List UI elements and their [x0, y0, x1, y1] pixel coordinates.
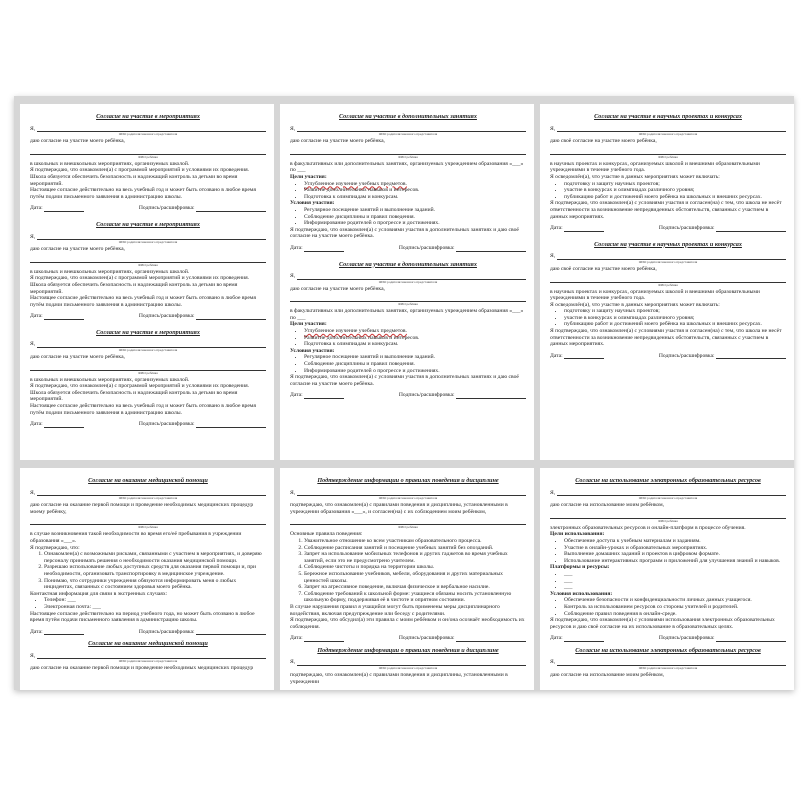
date-field [550, 353, 604, 360]
form-title: Подтверждение информации о правилах поведения и дисциплине [317, 646, 499, 654]
list-item: • Использование интерактивных программ и приложений для улучшения знаний и навыков. [564, 558, 786, 565]
name-line [30, 341, 266, 348]
signature-label: Подпись/расшифровка: [658, 352, 715, 359]
ya-label: Я, [290, 125, 296, 132]
consent-form [290, 114, 526, 252]
date-label: Дата: [30, 205, 43, 212]
signature-label: Подпись/расшифровка: [398, 392, 455, 399]
conditions-list [290, 207, 526, 227]
intro-text: в научных проектах и конкурсах, организуемых школой и внешними образовательными учреждениями в течение учебного года. [550, 288, 760, 302]
list-item: 6. Запрет на агрессивное поведение, включая физическое и вербальное насилие. [304, 584, 526, 591]
consent-text: даю согласие на участие моего ребёнка, [290, 138, 385, 145]
date-line [304, 393, 344, 399]
page-3 [540, 104, 794, 460]
name-line [550, 126, 786, 133]
list-item: 1. Ознакомлен(а) с возможными рисками, связанными с участием в мероприятиях, и доверяю персоналу принимать решения о необходимости оказания медицинской помощи. [44, 551, 266, 564]
child-line [30, 148, 266, 155]
outro-text: Я подтверждаю, что ознакомлен(а) с условиями участия и согласен(на) с тем, что школа не несёт ответственности за возникновение непредвиденных обстоятельств, связанных с участием в данных мероприятиях. [550, 328, 782, 348]
child-caption: ФИО ребёнка [398, 302, 418, 307]
body-text: в школьных и внешкольных мероприятиях, организуемых школой. [30, 160, 190, 167]
date-line [44, 422, 84, 428]
rules-list [290, 538, 526, 604]
goals-label: Цели участия: [290, 173, 327, 180]
form-title: Согласие на оказание медицинской помощи [88, 477, 208, 484]
outro-text: Я подтверждаю, что ознакомлен(а) с условиями участия и согласен(на) с тем, что школа не несёт ответственности за возникновение непредвиденных обстоятельств, связанных с участием в данных мероприятиях. [550, 200, 782, 220]
consent-text: даю своё согласие на участие моего ребёнка, [550, 138, 657, 145]
signature-label: Подпись/расшифровка: [138, 313, 195, 320]
platforms-list [550, 571, 786, 591]
signature-label: Подпись/расшифровка: [398, 244, 455, 251]
signature-line [196, 314, 266, 320]
signature-row [30, 205, 266, 212]
understand-text: Я осведомлён(а), что участие в данных мероприятиях может включать: [550, 301, 720, 308]
date-label: Дата: [290, 244, 303, 251]
form-title: Согласие на участие в дополнительных занятиях [339, 113, 477, 120]
child-caption: ФИО ребёнка [138, 370, 158, 375]
date-field [290, 245, 344, 252]
child-line [550, 276, 786, 283]
list-item: • публикацию работ и достижений моего ребёнка на школьных и внешних ресурсах. [564, 321, 786, 328]
list-item: 1. Уважительное отношение ко всем участникам образовательного процесса. [304, 538, 526, 545]
list-item: • ___ [564, 578, 786, 585]
date-label: Дата: [550, 225, 563, 232]
ya-label: Я, [550, 253, 556, 260]
list-item: • публикацию работ и достижений моего ребёнка на школьных и внешних ресурсах. [564, 194, 786, 201]
list-item: • Подготовка к олимпиадам и конкурсам. [304, 194, 526, 201]
signature-field [399, 245, 526, 252]
date-field [30, 421, 84, 428]
list-item: • подготовку и защиту научных проектов; [564, 181, 786, 188]
signature-line [716, 353, 786, 359]
ya-label: Я, [30, 341, 36, 348]
consent-text: даю согласие на участие моего ребёнка, [30, 138, 125, 145]
list-item: • Углубленное изучение учебных предметов. [304, 181, 526, 188]
outro-text: Я подтверждаю, что ознакомлен(а) с условиями участия в дополнительных занятиях и даю своё согласие на участие моего ребёнка. [290, 226, 519, 240]
child-line [290, 148, 526, 155]
signature-field [399, 392, 526, 399]
form-title: Согласие на использование электронных образовательных ресурсов [575, 646, 761, 654]
date-field [30, 205, 84, 212]
list-item: • ___ [564, 584, 786, 591]
body-text: Я подтверждаю, что ознакомлен(а) с программой мероприятий и условиями их проведения. Школа обязуется обеспечить безопасность и надлежащий контроль за детьми во время мероприятий. [30, 275, 250, 295]
ya-label: Я, [30, 233, 36, 240]
form-title: Согласие на участие в дополнительных занятиях [339, 260, 477, 268]
child-caption: ФИО ребёнка [658, 282, 678, 287]
form-title: Согласие на оказание медицинской помощи [88, 640, 208, 648]
parent-caption: ФИО родителя/законного представителя [378, 132, 438, 137]
name-line [30, 126, 266, 133]
date-label: Дата: [290, 392, 303, 399]
page-1 [20, 104, 274, 460]
date-line [564, 353, 604, 359]
parent-caption: ФИО родителя/законного представителя [378, 279, 438, 284]
consent-form [550, 242, 786, 360]
body-text: Настоящее согласие действительно на весь учебный год и может быть отозвано в любое время путём подачи письменного заявления в администрацию школы. [30, 403, 256, 416]
signature-field [659, 225, 786, 232]
signature-row [30, 313, 266, 320]
page-5: Подтверждение информации о правилах поведения и дисциплине Я, ФИО родителя/законного представителя подтверждаю, что ознакомлен(а) с правилами поведения и дисциплины, установленными в учреждении образования «___», и согласен(на) с их соблюдением моим ребёнком, ФИО ребёнка Основные правила поведения: 1. Уважительное отношение ко всем участникам образовательного процесса. 2. Соблюдение расписания занятий и посещение учебных занятий без опозданий. 3. Запрет на использование мобильных телефонов и других гаджетов во время учебных занятий, если это не предусмотрено учителем. 4. Соблюдение чистоты и порядка на территории школы. 5. Бережное использование учебников, мебели, оборудования и других материальных ценностей школы. 6. Запрет на агрессивное поведение, включая физическое и вербальное насилие. 7. Соблюдение требований к школьной форме: учащиеся обязаны носить установленную школьную форму, поддерживая её в чистоте и опрятном состоянии. В случае нарушения правил я учащийся могут быть применены меры дисциплинарного воздействия, включая предупреждение или беседу с родителями. Я подтверждаю, что обсудил(а) эти правила с моим ребёнком и он/она осознаёт необходимость их соблюдения. Дата: Подпись/расшифровка: Подтверждение информации о правилах поведения и дисциплине Я, ФИО родителя/законного представителя подтверждаю, что ознакомлен(а) с правилами поведения и дисциплины, установленными в учреждении [280, 468, 534, 690]
consent-text: даю согласие на участие моего ребёнка, [290, 285, 385, 292]
list-item: • Регулярное посещение занятий и выполнение заданий. [304, 354, 526, 361]
page-4: Согласие на оказание медицинской помощи Я, ФИО родителя/законного представителя даю согласие на оказание первой помощи и проведение необходимых медицинских процедур моему ребёнку, ФИО ребёнка в случае возникновения такой необходимости во время его/её пребывания в учреждении образования «___». Я подтверждаю, что: 1. Ознакомлен(а) с возможными рисками, связанными с участием в мероприятиях, и доверяю персоналу принимать решения о необходимости оказания медицинской помощи. 2. Разрешаю использование любых доступных средств для оказания первой помощи и, при необходимости, организовать транспортировку в медицинское учреждение. 3. Понимаю, что сотрудники учреждения обязуются информировать меня о любых инцидентах, связанных с состоянием здоровья моего ребёнка. Контактная информация для связи в экстренных случаях: • Телефон: ___ • Электронная почта: ___ Настоящее согласие действительно на период учебного года, но может быть отозвано в любое время путём подачи письменного заявления в администрацию школы. Дата: Подпись/расшифровка: Согласие на оказание медицинской помощи Я, ФИО родителя/законного представителя даю согласие на оказание первой помощи и проведение необходимых медицинских процедур [20, 468, 274, 690]
date-line [44, 314, 84, 320]
conditions-label: Условия участия: [290, 347, 335, 354]
intro-text: в факультативных или дополнительных занятиях, организуемых учреждением образования «___» по ___ [290, 308, 524, 321]
fill-line [297, 274, 526, 280]
signature-row [30, 421, 266, 428]
signature-row [550, 353, 786, 360]
signature-row [550, 225, 786, 232]
intro-text: в факультативных или дополнительных занятиях, организуемых учреждением образования «___» по ___ [290, 160, 524, 174]
list-item: • Развитие дополнительных навыков и интересов. [304, 335, 526, 342]
list-item: • Электронная почта: ___ [44, 604, 266, 611]
child-caption: ФИО ребёнка [138, 262, 158, 267]
signature-line [456, 393, 526, 399]
signature-line [456, 246, 526, 252]
list-item: • Обеспечение доступа к учебным материалам и заданиям. [564, 538, 786, 545]
signature-field [139, 421, 266, 428]
signature-row: Дата: Подпись/расшифровка: [30, 629, 266, 636]
body-text: Настоящее согласие действительно на весь учебный год и может быть отозвано в любое время путём подачи письменного заявления в администрацию школы. [30, 295, 256, 308]
child-line [290, 295, 526, 302]
name-line [290, 126, 526, 133]
signature-field [139, 205, 266, 212]
child-caption: ФИО ребёнка [138, 154, 158, 159]
consent-form [30, 114, 266, 212]
contact-list [30, 597, 266, 610]
signature-label: Подпись/расшифровка: [658, 225, 715, 232]
name-line [290, 273, 526, 280]
form-title: Согласие на использование электронных образовательных ресурсов [575, 477, 761, 484]
signature-line [196, 422, 266, 428]
date-line [564, 226, 604, 232]
list-item: • Соблюдение дисциплины и правил поведения. [304, 361, 526, 368]
list-item: • Участие в онлайн-уроках и образовательных мероприятиях. [564, 545, 786, 552]
list-item: 2. Соблюдение расписания занятий и посещение учебных занятий без опозданий. [304, 545, 526, 552]
list-item: 2. Разрешаю использование любых доступных средств для оказания первой помощи и, при необходимости, организовать транспортировку в медицинское учреждение. [44, 564, 266, 577]
consent-form [30, 330, 266, 428]
list-item: • ___ [564, 571, 786, 578]
body-text: в школьных и внешкольных мероприятиях, организуемых школой. [30, 268, 190, 275]
body-text: Настоящее согласие действительно на весь учебный год и может быть отозвано в любое время путём подачи письменного заявления в администрацию школы. [30, 187, 256, 200]
list-item: • Подготовка к олимпиадам и конкурсам. [304, 341, 526, 348]
list-item: • Углубленное изучение учебных предметов. [304, 328, 526, 335]
signature-row [290, 392, 526, 399]
ya-label: Я, [290, 273, 296, 280]
list-item: 5. Бережное использование учебников, мебели, оборудования и других материальных ценностей школы. [304, 571, 526, 584]
child-caption: ФИО ребёнка [398, 154, 418, 159]
list-item: • Информирование родителей о прогрессе и достижениях. [304, 368, 526, 375]
consent-form [30, 222, 266, 320]
goals-list [290, 328, 526, 348]
form-title: Согласие на участие в мероприятиях [96, 220, 200, 228]
form-title: Согласие на участие в научных проектах и конкурсах [594, 240, 742, 248]
signature-line [716, 226, 786, 232]
body-text: в школьных и внешкольных мероприятиях, организуемых школой. [30, 376, 190, 383]
list-item: • Контроль за использованием ресурсов со стороны учителей и родителей. [564, 604, 786, 611]
date-line [304, 246, 344, 252]
list-item: • подготовку и защиту научных проектов; [564, 308, 786, 315]
outro-text: Я подтверждаю, что ознакомлен(а) с условиями участия в дополнительных занятиях и даю своё согласие на участие моего ребёнка. [290, 374, 519, 387]
parent-caption: ФИО родителя/законного представителя [638, 132, 698, 137]
document-preview-area [14, 96, 794, 690]
page-6: Согласие на использование электронных образовательных ресурсов Я, ФИО родителя/законного представителя даю согласие на использование моим ребёнком, ФИО ребёнка электронных образовательных ресурсов и онлайн-платформ в процессе обучения. Цели использования: • Обеспечение доступа к учебным материалам и заданиям. • Участие в онлайн-уроках и образовательных мероприятиях. • Выполнение домашних заданий и проектов в цифровом формате. • Использование интерактивных программ и приложений для улучшения знаний и навыков. Платформы и ресурсы: • ___ • ___ • ___ Условия использования: • Обеспечение безопасности и конфиденциальности личных данных учащегося. • Контроль за использованием ресурсов со стороны учителей и родителей. • Соблюдение правил поведения в онлайн-среде. Я подтверждаю, что ознакомлен(а) с условиями использования электронных образовательных ресурсов и даю своё согласие на их использование в образовательных целях. Дата: Подпись/расшифровка: Согласие на использование электронных образовательных ресурсов Я, ФИО родителя/законного представителя даю согласие на использование моим ребёнком, [540, 468, 794, 690]
date-label: Дата: [550, 352, 563, 359]
goals-label: Цели участия: [290, 321, 327, 328]
parent-caption: ФИО родителя/законного представителя [118, 240, 178, 245]
name-line [550, 253, 786, 260]
items-list [550, 308, 786, 328]
list-item: 4. Соблюдение чистоты и порядка на территории школы. [304, 564, 526, 571]
ya-label: Я, [30, 125, 36, 132]
consent-form [550, 114, 786, 232]
list-item: • Соблюдение правил поведения в онлайн-среде. [564, 611, 786, 618]
date-line [44, 206, 84, 212]
form-title: Согласие на участие в мероприятиях [96, 113, 200, 120]
signature-label: Подпись/расшифровка: [138, 421, 195, 428]
signature-row: Дата: Подпись/расшифровка: [290, 635, 526, 642]
body-text: Я подтверждаю, что ознакомлен(а) с программой мероприятий и условиями их проведения. Школа обязуется обеспечить безопасность и надлежащий контроль за детьми во время мероприятий. [30, 167, 250, 187]
parent-caption: ФИО родителя/законного представителя [118, 348, 178, 353]
intro-text: в научных проектах и конкурсах, организуемых школой и внешними образовательными учреждениями в течение учебного года. [550, 160, 760, 174]
child-line [550, 148, 786, 155]
conditions-list [550, 597, 786, 617]
ya-label: Я, [550, 125, 556, 132]
body-text: Я подтверждаю, что ознакомлен(а) с программой мероприятий и условиями их проведения. Школа обязуется обеспечить безопасность и надлежащий контроль за детьми во время мероприятий. [30, 383, 250, 403]
list-item: • участие в конкурсах и олимпиадах различного уровня; [564, 315, 786, 322]
date-field [30, 313, 84, 320]
date-label: Дата: [30, 313, 43, 320]
list-item: • участие в конкурсах и олимпиадах различного уровня; [564, 187, 786, 194]
signature-row: Дата: Подпись/расшифровка: [550, 635, 786, 642]
date-label: Дата: [30, 421, 43, 428]
conditions-label: Условия участия: [290, 200, 335, 207]
form-title: Согласие на участие в научных проектах и конкурсах [594, 113, 742, 120]
signature-line [196, 206, 266, 212]
date-field [550, 225, 604, 232]
list-item: 7. Соблюдение требований к школьной форме: учащиеся обязаны носить установленную школьную форму, поддерживая её в чистоте и опрятном состоянии. [304, 591, 526, 604]
list-item: • Выполнение домашних заданий и проектов в цифровом формате. [564, 551, 786, 558]
items-list [550, 181, 786, 201]
goals-list [290, 181, 526, 201]
list-item: • Регулярное посещение занятий и выполнение заданий. [304, 207, 526, 214]
signature-field [139, 313, 266, 320]
consent-text: даю согласие на участие моего ребёнка, [30, 246, 125, 253]
list-item: 3. Понимаю, что сотрудники учреждения обязуются информировать меня о любых инцидентах, связанных с состоянием здоровья моего ребёнка. [44, 578, 266, 591]
consent-text: даю своё согласие на участие моего ребёнка, [550, 265, 657, 272]
consent-form [290, 262, 526, 400]
signature-row [290, 245, 526, 252]
list-item: 3. Запрет на использование мобильных телефонов и других гаджетов во время учебных занятий, если это не предусмотрено учителем. [304, 551, 526, 564]
parent-caption: ФИО родителя/законного представителя [118, 132, 178, 137]
form-title: Согласие на участие в мероприятиях [96, 328, 200, 336]
page-2 [280, 104, 534, 460]
understand-text: Я осведомлён(а), что участие в данных мероприятиях может включать: [550, 173, 720, 180]
goals-list [550, 538, 786, 564]
child-line [30, 364, 266, 371]
date-field [290, 392, 344, 399]
child-line [30, 256, 266, 263]
name-line [30, 234, 266, 241]
confirm-list [30, 551, 266, 591]
list-item: • Развитие дополнительных навыков и интересов. [304, 187, 526, 194]
list-item: • Обеспечение безопасности и конфиденциальности личных данных учащегося. [564, 597, 786, 604]
signature-label: Подпись/расшифровка: [138, 205, 195, 212]
child-caption: ФИО ребёнка [658, 154, 678, 159]
form-title: Подтверждение информации о правилах поведения и дисциплине [317, 477, 499, 484]
parent-caption: ФИО родителя/законного представителя [638, 259, 698, 264]
list-item: • Телефон: ___ [44, 597, 266, 604]
list-item: • Информирование родителей о прогрессе и достижениях. [304, 220, 526, 227]
consent-text: даю согласие на участие моего ребёнка, [30, 354, 125, 361]
list-item: • Соблюдение дисциплины и правил поведения. [304, 214, 526, 221]
signature-field [659, 353, 786, 360]
conditions-list [290, 354, 526, 374]
